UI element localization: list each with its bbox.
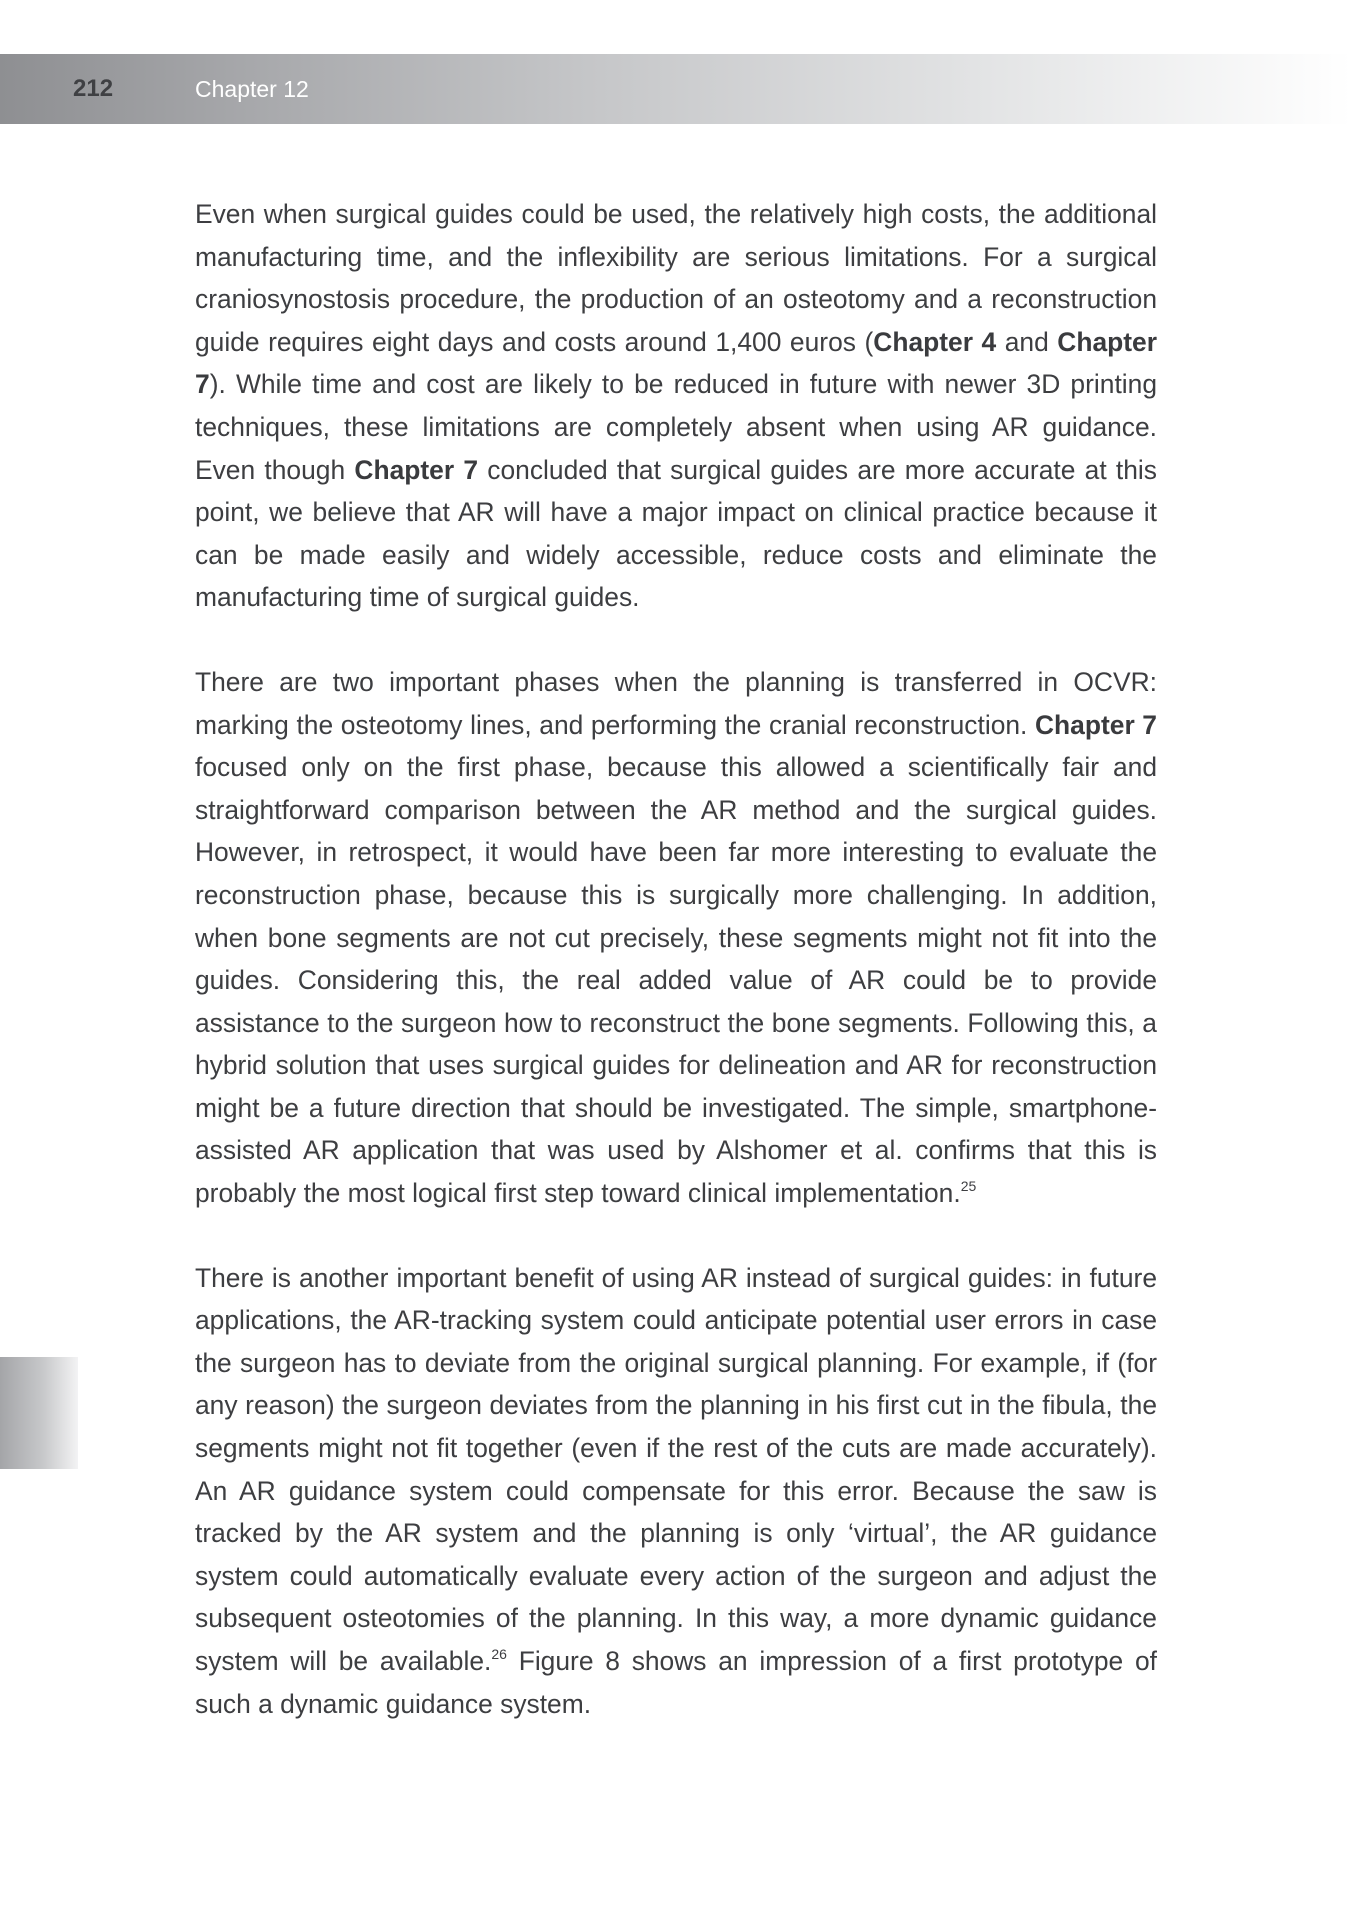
citation-reference: 26 — [491, 1646, 507, 1662]
citation-reference: 25 — [960, 1178, 977, 1195]
chapter-thumb-tab — [0, 1357, 78, 1469]
running-header — [0, 54, 1352, 124]
paragraph-1: Even when surgical guides could be used, the relatively high costs, the additional manufacturing time, and the inflexibility are serious limitations. For a surgical craniosynostosis procedure, the production of an osteotomy and a reconstruction guide requires eight days and costs around 1,400 euros (Chapter 4 and Chapter 7). While time and cost are likely to be reduced in future with newer 3D printing techniques, these limitations are completely absent when using AR guidance. Even though Chapter 7 concluded that surgical guides are more accurate at this point, we believe that AR will have a major impact on clinical practice because it can be made easily and widely accessible, reduce costs and eliminate the manufacturing time of surgical guides. — [195, 199, 1157, 613]
chapter-reference: Chapter 7 — [195, 326, 1157, 400]
paragraph-2: There are two important phases when the planning is transferred in OCVR: marking the osteotomy lines, and performing the cranial reconstruction. Chapter 7 focused only on the first phase, because this allowed a scientifically fair and straightforward comparison between the AR method and the surgical guides. However, in retrospect, it would have been far more interesting to evaluate the reconstruction phase, because this is surgically more challenging. In addition, when bone segments are not cut precisely, these segments might not fit into the guides. Considering this, the real added value of AR could be to provide assistance to the surgeon how to reconstruct the bone segments. Following this, a hybrid solution that uses surgical guides for delineation and AR for reconstruction might be a future direction that should be investigated. The simple, smartphone-assisted AR application that was used by Alshomer et al. confirms that this is probably the most logical first step toward clinical implementation.$^{25}$ — [195, 666, 1157, 1209]
chapter-reference: Chapter 7 — [354, 454, 479, 485]
paragraph-3: There is another important benefit of using AR instead of surgical guides: in future applications, the AR-tracking system could anticipate potential user errors in case the surgeon has to deviate from the original surgical planning. For example, if (for any reason) the surgeon deviates from the planning in his first cut in the fibula, the segments might not fit together (even if the rest of the cuts are made accurately). An AR guidance system could compensate for this error. Because the saw is tracked by the AR system and the planning is only ‘virtual’, the AR guidance system could automatically evaluate every action of the surgeon and adjust the subsequent osteotomies of the planning. In this way, a more dynamic guidance system will be available.$^{26}$ Figure 8 shows an impression of a first prototype of such a dynamic guidance system. — [195, 1262, 1157, 1719]
chapter-label: Chapter 12 — [195, 76, 309, 102]
page-number: 212 — [73, 75, 114, 102]
chapter-reference: Chapter 4 — [873, 326, 997, 357]
chapter-reference: Chapter 7 — [1035, 709, 1157, 740]
body-text — [195, 193, 1157, 1767]
